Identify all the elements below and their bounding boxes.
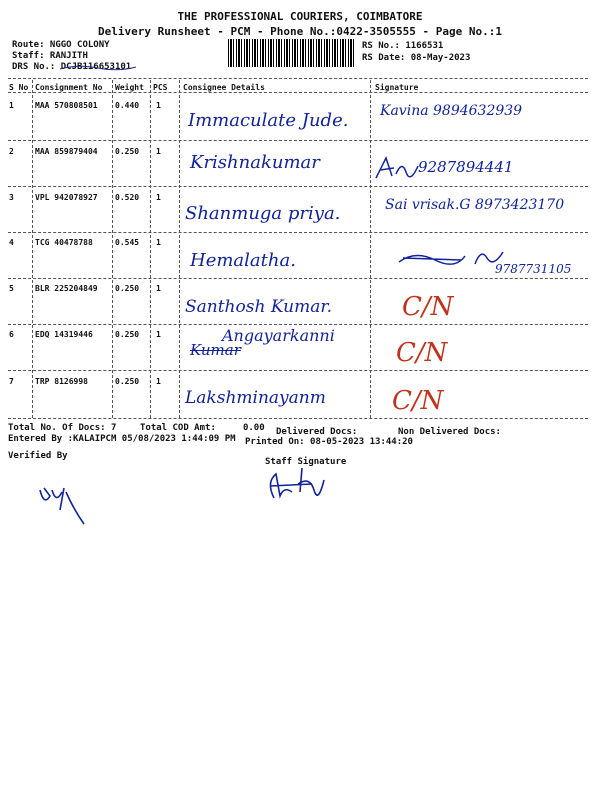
rs-date: RS Date: 08-May-2023 [362, 53, 471, 63]
row-signature: Sai vrisak.G 8973423170 [385, 197, 565, 213]
total-docs: Total No. Of Docs: 7 [8, 423, 117, 433]
row-sno: 6 [9, 330, 14, 339]
col-header-consignee: Consignee Details [183, 83, 265, 92]
row-divider [8, 324, 588, 325]
signature-scribble [372, 152, 420, 184]
row-weight: 0.440 [115, 101, 140, 110]
row-weight: 0.250 [115, 147, 140, 156]
row-divider [8, 186, 588, 187]
row-signature: C/N [402, 292, 454, 322]
row-signature: 9287894441 [418, 158, 514, 176]
drs-number: DRS No.: DCJB116653101 [12, 62, 132, 72]
row-sno: 5 [9, 284, 14, 293]
table-header-rule [8, 92, 588, 93]
delivered-docs: Delivered Docs: [276, 427, 358, 437]
row-sno: 2 [9, 147, 14, 156]
col-divider [112, 80, 113, 418]
row-sno: 1 [9, 101, 14, 110]
rs-number: RS No.: 1166531 [362, 41, 444, 51]
barcode [228, 39, 356, 67]
row-consignment: MAA 570808501 [35, 101, 98, 110]
row-consignee: Santhosh Kumar. [185, 297, 333, 317]
staff-signature-label: Staff Signature [265, 457, 347, 467]
row-signature: C/N [396, 338, 448, 368]
table-top-rule [8, 78, 588, 79]
row-signature: 9787731105 [495, 262, 572, 276]
col-divider [179, 80, 180, 418]
row-weight: 0.250 [115, 330, 140, 339]
verified-by-label: Verified By [8, 451, 68, 461]
row-divider [8, 278, 588, 279]
col-header-weight: Weight [115, 83, 144, 92]
row-divider [8, 140, 588, 141]
row-pcs: 1 [156, 193, 161, 202]
staff-label: Staff: RANJITH [12, 51, 88, 61]
col-header-signature: Signature [375, 83, 419, 92]
col-divider [370, 80, 371, 418]
table-bottom-rule [8, 418, 588, 419]
row-consignment: VPL 942078927 [35, 193, 98, 202]
row-pcs: 1 [156, 147, 161, 156]
col-header-pcs: PCS [153, 83, 168, 92]
row-pcs: 1 [156, 377, 161, 386]
signature-scribble [395, 244, 505, 272]
staff-signature-scribble [262, 462, 342, 506]
row-sno: 4 [9, 238, 14, 247]
row-weight: 0.250 [115, 284, 140, 293]
row-consignment: BLR 225204849 [35, 284, 98, 293]
row-divider [8, 370, 588, 371]
col-header-consignment: Consignment No [35, 83, 103, 92]
row-signature: Kavina 9894632939 [380, 103, 523, 119]
row-consignment: TCG 40478788 [35, 238, 93, 247]
total-cod: Total COD Amt: 0.00 [140, 423, 265, 433]
col-divider [32, 80, 33, 418]
row-consignment: TRP 8126998 [35, 377, 88, 386]
verified-signature-scribble [34, 470, 94, 530]
row-pcs: 1 [156, 330, 161, 339]
company-name: THE PROFESSIONAL COURIERS, COIMBATORE [177, 10, 423, 23]
row-consignment: EDQ 14319446 [35, 330, 93, 339]
drs-scribble [58, 62, 138, 74]
row-consignee: Krishnakumar [190, 152, 320, 173]
row-consignment: MAA 859879404 [35, 147, 98, 156]
row-signature: C/N [392, 386, 444, 416]
row-consignee-struck: Kumar [190, 341, 241, 359]
row-consignee: Shanmuga priya. [185, 203, 341, 224]
row-weight: 0.520 [115, 193, 140, 202]
printed-on: Printed On: 08-05-2023 13:44:20 [245, 437, 413, 447]
row-consignee: Lakshminayanm [185, 388, 326, 408]
row-consignee: Hemalatha. [190, 250, 296, 271]
row-sno: 3 [9, 193, 14, 202]
row-sno: 7 [9, 377, 14, 386]
entered-by: Entered By :KALAIPCM 05/08/2023 1:44:09 PM [8, 434, 236, 444]
row-pcs: 1 [156, 284, 161, 293]
row-divider [8, 232, 588, 233]
route-label: Route: NGGO COLONY [12, 40, 110, 50]
row-weight: 0.545 [115, 238, 140, 247]
row-consignee: Angayarkanni [222, 326, 335, 345]
col-header-sno: S No [9, 83, 29, 92]
row-consignee: Immaculate Jude. [188, 110, 349, 131]
runsheet-subtitle: Delivery Runsheet - PCM - Phone No.:0422-3505555 - Page No.:1 [98, 25, 502, 38]
row-pcs: 1 [156, 101, 161, 110]
row-weight: 0.250 [115, 377, 140, 386]
col-divider [150, 80, 151, 418]
non-delivered-docs: Non Delivered Docs: [398, 427, 501, 437]
row-pcs: 1 [156, 238, 161, 247]
